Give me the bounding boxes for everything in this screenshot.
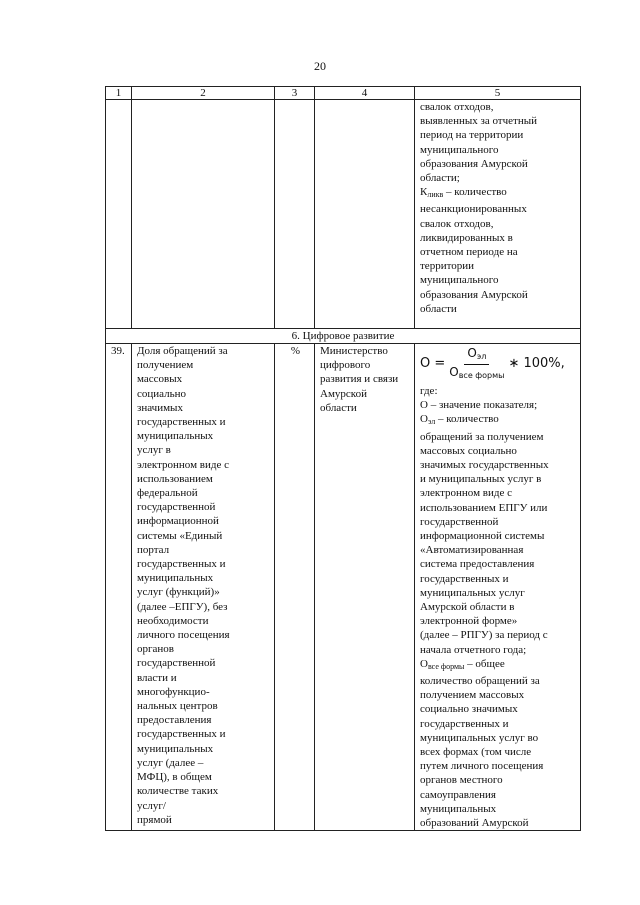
text-line: ликвидированных в: [420, 231, 513, 244]
text-line: получением: [137, 359, 194, 372]
formula-numerator: $O_{эл}$: [464, 346, 489, 365]
text-line: МФЦ), в общем: [137, 771, 212, 784]
text-line: государственных и: [420, 717, 509, 730]
text-line: области: [420, 302, 457, 315]
column-header-5: 5: [415, 87, 581, 100]
text-line: нальных центров: [137, 700, 218, 713]
text-line: «Автоматизированная: [420, 544, 524, 557]
text-line: развития и связи: [320, 373, 399, 386]
text-line: органов: [137, 643, 174, 656]
text-line: территории: [420, 260, 475, 273]
continued-row: [106, 100, 581, 329]
text-line: муниципальных: [137, 572, 214, 585]
text-line: цифрового: [320, 359, 371, 372]
text-line: государственной: [137, 501, 216, 514]
text-line: необходимости: [137, 614, 209, 627]
text-line: свалок отходов,: [420, 101, 494, 113]
text-line: несанкционированных: [420, 203, 527, 216]
text-line: государственных и: [137, 728, 226, 741]
text-line: Амурской: [320, 387, 367, 400]
column-header-3: 3: [275, 87, 315, 100]
text-line: области: [320, 401, 357, 414]
cont-indicator-cell: [132, 100, 275, 329]
text-line: отчетном периоде на: [420, 246, 518, 259]
formula-rhs: ∗ 100%,: [508, 355, 565, 371]
text-line: выявленных за отчетный: [420, 115, 538, 128]
oall-description: [420, 674, 577, 830]
oel-description: [420, 430, 577, 657]
oel-definition: $O_{эл}$ – количество: [420, 413, 499, 427]
text-line: информационной системы: [420, 530, 545, 543]
text-line: муниципальных: [137, 742, 214, 755]
text-line: электронной форме»: [420, 615, 518, 628]
unit-value: %: [290, 345, 301, 357]
text-line: государственных и: [137, 416, 226, 429]
text-line: период на территории: [420, 129, 524, 142]
formula-lhs: O =: [420, 355, 446, 371]
formula: [420, 346, 577, 382]
responsible-cell: [315, 344, 415, 831]
where-label: где:: [420, 385, 438, 397]
text-line: Министерство: [320, 345, 388, 357]
text-line: услуг (далее –: [137, 756, 204, 769]
indicator-name-cell: [132, 344, 275, 831]
column-header-2: 2: [132, 87, 275, 100]
text-line: образования Амурской: [420, 288, 528, 301]
text-line: путем личного посещения: [420, 760, 544, 773]
text-line: получением массовых: [420, 689, 525, 702]
text-line: образований Амурской: [420, 817, 529, 830]
text-line: портал: [137, 543, 170, 556]
method-cell: [415, 344, 581, 831]
unit-cell: [275, 344, 315, 831]
text-line: количестве таких: [137, 785, 219, 798]
text-line: образования Амурской: [420, 157, 528, 170]
text-line: (далее – РПГУ) за период с: [420, 629, 548, 642]
text-line: муниципального: [420, 143, 499, 156]
indicator-name: [137, 344, 271, 827]
text-line: Доля обращений за: [137, 345, 228, 357]
text-line: свалок отходов,: [420, 217, 494, 230]
column-header-1: 1: [106, 87, 132, 100]
text-line: Амурской области в: [420, 601, 515, 614]
text-line: система предоставления: [420, 558, 535, 571]
continued-method-text: [420, 100, 577, 185]
text-line: федеральной: [137, 487, 198, 500]
section-title: 6. Цифровое развитие: [106, 329, 581, 344]
text-line: электронном виде с: [137, 458, 230, 471]
cont-responsible-cell: [315, 100, 415, 329]
k-liq-definition: $К_{ликв}$ – количество: [420, 186, 507, 200]
formula-denominator: $O_{все формы}$: [449, 364, 505, 380]
text-line: социально значимых: [420, 703, 518, 716]
text-line: начала отчетного года;: [420, 643, 527, 656]
formula-fraction: [449, 346, 504, 383]
text-line: муниципальных: [137, 430, 214, 443]
cont-unit-cell: [275, 100, 315, 329]
o-definition: O – значение показателя;: [420, 399, 538, 412]
cont-num-cell: [106, 100, 132, 329]
text-line: услуг в: [137, 444, 171, 457]
text-line: электронном виде с: [420, 487, 513, 500]
text-line: массовых социально: [420, 444, 517, 457]
text-line: муниципального: [420, 274, 499, 287]
column-number-row: [106, 87, 581, 100]
text-line: государственных и: [420, 572, 509, 585]
text-line: государственных и: [137, 558, 226, 571]
text-line: и муниципальных услуг в: [420, 473, 542, 486]
responsible-body: [320, 344, 411, 415]
text-line: предоставления: [137, 714, 212, 727]
text-line: личного посещения: [137, 629, 230, 642]
text-line: значимых государственных: [420, 459, 549, 472]
k-liq-description: [420, 202, 577, 316]
text-line: органов местного: [420, 774, 503, 787]
row-number: 39.: [106, 344, 132, 831]
text-line: всех формах (том числе: [420, 746, 532, 759]
text-line: услуг/: [137, 799, 166, 812]
text-line: муниципальных услуг: [420, 586, 525, 599]
text-line: системы «Единый: [137, 529, 223, 542]
text-line: количество обращений за: [420, 675, 540, 688]
text-line: государственной: [137, 657, 216, 670]
text-line: государственной: [420, 515, 499, 528]
text-line: обращений за получением: [420, 430, 544, 443]
text-line: информационной: [137, 515, 219, 528]
text-line: социально: [137, 387, 187, 400]
text-line: власти и: [137, 671, 177, 684]
text-line: услуг (функций)»: [137, 586, 220, 599]
text-line: области;: [420, 172, 460, 185]
text-line: использованием ЕПГУ или: [420, 501, 548, 514]
indicator-table: [105, 86, 581, 831]
text-line: самоуправления: [420, 788, 496, 801]
text-line: значимых: [137, 401, 183, 414]
text-line: (далее –ЕПГУ), без: [137, 600, 228, 613]
text-line: муниципальных: [420, 802, 497, 815]
text-line: использованием: [137, 472, 213, 485]
text-line: многофункцио-: [137, 685, 210, 698]
text-line: муниципальных услуг во: [420, 731, 539, 744]
indicator-row-39: [106, 344, 581, 831]
oall-definition: $O_{все формы}$ – общее: [420, 657, 505, 671]
cont-method-cell: [415, 100, 581, 329]
text-line: массовых: [137, 373, 183, 386]
section-row: [106, 329, 581, 344]
text-line: прямой: [137, 813, 172, 826]
column-header-4: 4: [315, 87, 415, 100]
page-number: 20: [314, 59, 326, 73]
